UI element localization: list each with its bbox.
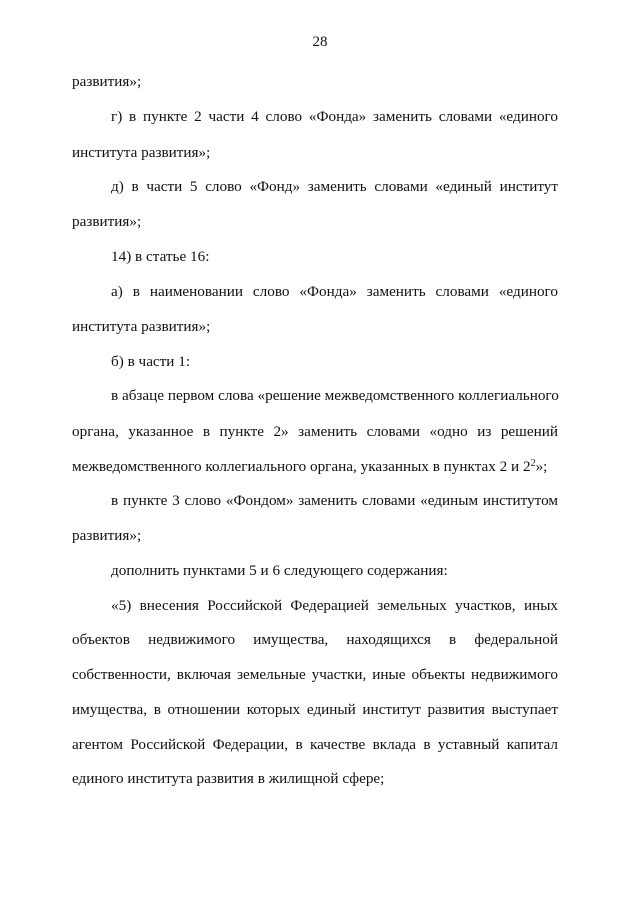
text-line [72, 458, 558, 476]
text-line: в абзаце первом слова «решение межведомственного коллегиального [111, 387, 559, 404]
text-line-part: межведомственного коллегиального органа, указанных в пунктах 2 и 2 [72, 458, 531, 475]
text-line: агентом Российской Федерации, в качестве вклада в уставный капитал [72, 736, 558, 753]
superscript: 2 [530, 458, 536, 469]
text-line: объектов недвижимого имущества, находящихся в федеральной [72, 631, 558, 648]
text-line: органа, указанное в пункте 2» заменить словами «одно из решений [72, 423, 558, 440]
text-line: в пункте 3 слово «Фондом» заменить словами «единым институтом [111, 492, 558, 509]
text-line: института развития»; [72, 318, 211, 335]
text-line: развития»; [72, 73, 142, 90]
text-line: г) в пункте 2 части 4 слово «Фонда» заменить словами «единого [111, 108, 558, 125]
text-line: имущества, в отношении которых единый институт развития выступает [72, 701, 558, 718]
text-line: б) в части 1: [111, 353, 191, 370]
text-line: «5) внесения Российской Федерацией земельных участков, иных [111, 597, 558, 614]
text-line: развития»; [72, 213, 142, 230]
text-line: а) в наименовании слово «Фонда» заменить словами «единого [111, 283, 558, 300]
text-line: дополнить пунктами 5 и 6 следующего содержания: [111, 562, 448, 579]
text-line: 14) в статье 16: [111, 248, 210, 265]
text-line: д) в части 5 слово «Фонд» заменить словами «единый институт [111, 178, 558, 195]
text-line-part: »; [535, 458, 548, 475]
text-line: единого института развития в жилищной сфере; [72, 770, 385, 787]
text-line: собственности, включая земельные участки, иные объекты недвижимого [72, 666, 558, 683]
page-number: 28 [312, 34, 328, 50]
text-line: института развития»; [72, 144, 211, 161]
text-line: развития»; [72, 527, 142, 544]
